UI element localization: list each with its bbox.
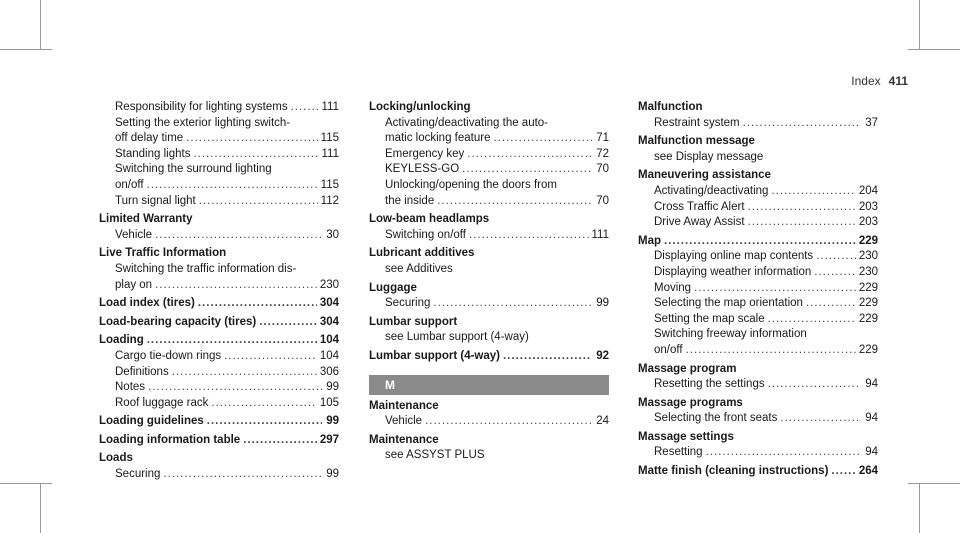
index-entry[interactable]	[638, 215, 878, 231]
dot-leader	[816, 249, 856, 265]
entry-label: matic locking feature	[385, 132, 491, 145]
dot-leader	[193, 147, 318, 163]
page-ref[interactable]: 111	[591, 228, 609, 241]
page-ref[interactable]: 229	[858, 234, 878, 247]
index-entry[interactable]	[638, 234, 878, 250]
entry-label: Loading information table	[99, 433, 241, 446]
index-entry[interactable]	[638, 377, 878, 393]
dot-leader	[780, 411, 861, 427]
index-heading: Malfunction message	[638, 135, 755, 148]
dot-leader	[493, 131, 592, 147]
page-ref[interactable]: 99	[326, 415, 339, 428]
index-entry[interactable]	[638, 281, 878, 297]
index-entry[interactable]	[369, 162, 609, 178]
page-number: 411	[888, 74, 908, 88]
page-ref[interactable]: 99	[326, 468, 339, 481]
entry-label: Moving	[654, 281, 692, 294]
index-subentry: Unlocking/opening the doors from	[385, 178, 557, 191]
page-ref[interactable]: 306	[319, 365, 339, 378]
page-ref[interactable]: 104	[319, 334, 339, 347]
entry-label: Securing	[115, 468, 161, 481]
entry-label: Securing	[385, 297, 431, 310]
index-subentry: Setting the exterior lighting switch-	[115, 116, 291, 129]
index-entry[interactable]	[638, 200, 878, 216]
page-ref[interactable]: 229	[858, 343, 878, 356]
page-ref[interactable]: 304	[319, 315, 339, 328]
letter-heading: M	[369, 375, 609, 395]
crop-mark	[40, 483, 41, 533]
index-entry[interactable]	[99, 228, 339, 244]
page-ref[interactable]: 70	[596, 163, 609, 176]
section-title: Index	[851, 74, 881, 88]
entry-label: Matte finish (cleaning instructions)	[638, 465, 829, 478]
dot-leader	[163, 467, 322, 483]
index-entry[interactable]	[369, 147, 609, 163]
entry-label: Resetting	[654, 446, 703, 459]
index-entry[interactable]	[369, 228, 609, 244]
dot-leader	[425, 414, 592, 430]
index-entry[interactable]	[99, 333, 339, 349]
entry-label: Notes	[115, 381, 146, 394]
index-entry[interactable]	[99, 100, 339, 116]
dot-leader	[147, 333, 317, 349]
entry-label: Load-bearing capacity (tires)	[99, 315, 257, 328]
crop-mark	[40, 0, 41, 50]
entry-label: Loading	[99, 334, 144, 347]
index-subentry: Activating/deactivating the auto-	[385, 116, 549, 129]
index-heading: Massage programs	[638, 396, 743, 409]
entry-label: Responsibility for lighting systems	[115, 101, 288, 113]
index-heading: Live Traffic Information	[99, 247, 227, 260]
entry-label: Setting the map scale	[654, 312, 765, 325]
dot-leader	[664, 234, 856, 250]
dot-leader	[259, 315, 317, 331]
page-ref[interactable]: 70	[596, 194, 609, 207]
entry-label: Resetting the settings	[654, 378, 765, 391]
index-heading: Maintenance	[369, 399, 439, 412]
index-entry[interactable]	[99, 414, 339, 430]
index-heading: Locking/unlocking	[369, 101, 471, 113]
index-heading: Massage program	[638, 362, 737, 375]
dot-leader	[462, 162, 592, 178]
entry-label: Definitions	[115, 365, 169, 378]
page-ref[interactable]: 229	[858, 312, 878, 325]
index-heading: Maintenance	[369, 433, 439, 446]
entry-label: Vehicle	[385, 415, 423, 428]
dot-leader	[437, 194, 592, 210]
dot-leader	[199, 194, 318, 210]
entry-label: Map	[638, 234, 661, 247]
dot-leader	[706, 445, 861, 461]
dot-leader	[155, 278, 317, 294]
dot-leader	[686, 343, 856, 359]
dot-leader	[748, 200, 856, 216]
page-ref[interactable]: 99	[326, 381, 339, 394]
entry-label: KEYLESS-GO	[385, 163, 460, 176]
entry-label: Load index (tires)	[99, 297, 195, 310]
entry-label: Loading guidelines	[99, 415, 204, 428]
index-entry[interactable]	[99, 315, 339, 331]
index-entry[interactable]	[99, 467, 339, 483]
index-entry[interactable]	[99, 131, 339, 147]
dot-leader	[147, 178, 318, 194]
page-ref[interactable]: 230	[858, 250, 878, 263]
page-ref[interactable]: 30	[326, 228, 339, 241]
index-entry[interactable]	[638, 464, 878, 480]
page-ref[interactable]: 111	[321, 101, 339, 113]
crop-mark	[919, 0, 920, 50]
page-ref[interactable]: 71	[596, 132, 609, 145]
dot-leader	[814, 265, 856, 281]
dot-leader	[503, 349, 592, 365]
crop-mark	[0, 483, 52, 484]
entry-label: Drive Away Assist	[654, 216, 745, 229]
index-entry[interactable]	[99, 380, 339, 396]
index-column-3	[638, 100, 878, 480]
crop-mark	[908, 49, 960, 50]
index-entry[interactable]	[99, 296, 339, 312]
page-ref[interactable]: 111	[321, 147, 339, 160]
dot-leader	[211, 396, 316, 412]
dot-leader	[243, 433, 317, 449]
entry-label: Cargo tie-down rings	[115, 349, 222, 362]
crop-mark	[919, 483, 920, 533]
dot-leader	[469, 228, 589, 244]
entry-label: Displaying weather information	[654, 265, 812, 278]
entry-label: Roof luggage rack	[115, 396, 209, 409]
index-entry[interactable]	[638, 343, 878, 359]
index-heading: Loads	[99, 452, 133, 465]
entry-label: Selecting the map orientation	[654, 297, 803, 310]
page-ref[interactable]: 104	[319, 349, 339, 362]
entry-label: Restraint system	[654, 116, 740, 129]
index-heading: Massage settings	[638, 430, 734, 443]
page-ref[interactable]: 230	[858, 265, 878, 278]
index-entry[interactable]	[638, 411, 878, 427]
index-subentry: Switching the traffic information dis-	[115, 262, 297, 275]
page-ref[interactable]: 99	[596, 297, 609, 310]
dot-leader	[207, 414, 322, 430]
index-subentry: Switching freeway information	[654, 328, 807, 341]
entry-label: off delay time	[115, 132, 184, 145]
page-ref[interactable]: 229	[858, 281, 878, 294]
page-ref[interactable]: 229	[858, 297, 878, 310]
page-header	[851, 74, 908, 88]
entry-label: Activating/deactivating	[654, 184, 769, 197]
page-ref[interactable]: 204	[858, 184, 878, 197]
index-entry[interactable]	[369, 194, 609, 210]
index-heading: Low-beam headlamps	[369, 213, 490, 226]
index-subentry: Switching the surround lighting	[115, 163, 272, 176]
index-subentry: see ASSYST PLUS	[385, 449, 485, 462]
page-ref[interactable]: 115	[320, 132, 339, 145]
entry-label: Displaying online map contents	[654, 250, 814, 263]
page-ref[interactable]: 94	[865, 412, 878, 425]
index-entry[interactable]	[99, 278, 339, 294]
dot-leader	[186, 131, 317, 147]
dot-leader	[148, 380, 322, 396]
crop-mark	[908, 483, 960, 484]
index-subentry: see Lumbar support (4-way)	[385, 331, 529, 344]
index-entry[interactable]	[99, 194, 339, 210]
index-entry[interactable]	[638, 265, 878, 281]
index-entry[interactable]	[369, 131, 609, 147]
entry-label: Emergency key	[385, 147, 465, 160]
index-entry[interactable]	[99, 433, 339, 449]
index-heading: Lubricant additives	[369, 247, 475, 260]
page-ref[interactable]: 105	[319, 396, 339, 409]
dot-leader	[467, 147, 592, 163]
entry-label: Vehicle	[115, 228, 153, 241]
dot-leader	[748, 215, 856, 231]
page-ref[interactable]: 94	[865, 446, 878, 459]
index-entry[interactable]	[638, 445, 878, 461]
index-heading: Malfunction	[638, 101, 703, 113]
page-ref[interactable]: 264	[858, 465, 878, 478]
page-ref[interactable]: 92	[596, 349, 609, 362]
page-ref[interactable]: 37	[865, 116, 878, 129]
crop-mark	[0, 49, 52, 50]
index-subentry: see Display message	[654, 150, 764, 163]
page-ref[interactable]: 203	[858, 200, 878, 213]
index-heading: Lumbar support	[369, 315, 458, 328]
page-ref[interactable]: 297	[319, 433, 339, 446]
index-entry[interactable]	[638, 116, 878, 132]
dot-leader	[743, 116, 861, 132]
entry-label: play on	[115, 278, 153, 291]
index-column-1	[99, 100, 339, 483]
index-subentry: see Additives	[385, 262, 453, 275]
dot-leader	[831, 464, 855, 480]
entry-label: on/off	[654, 343, 683, 356]
entry-label: Switching on/off	[385, 228, 466, 241]
page-ref[interactable]: 115	[320, 178, 339, 191]
index-heading: Luggage	[369, 281, 417, 294]
index-entry[interactable]	[369, 349, 609, 365]
dot-leader	[806, 296, 856, 312]
dot-leader	[768, 312, 856, 328]
index-entry[interactable]	[638, 296, 878, 312]
index-heading: Limited Warranty	[99, 213, 193, 226]
index-column-2	[369, 100, 609, 464]
index-entry[interactable]	[99, 349, 339, 365]
index-entry[interactable]	[99, 147, 339, 163]
index-entry[interactable]	[638, 312, 878, 328]
page-ref[interactable]: 304	[319, 297, 339, 310]
page-ref[interactable]: 230	[319, 278, 339, 291]
dot-leader	[433, 296, 592, 312]
index-entry[interactable]	[369, 296, 609, 312]
dot-leader	[172, 365, 317, 381]
entry-label: on/off	[115, 178, 144, 191]
index-entry[interactable]	[99, 396, 339, 412]
index-entry[interactable]	[638, 249, 878, 265]
dot-leader	[224, 349, 317, 365]
page-ref[interactable]: 203	[858, 216, 878, 229]
entry-label: Lumbar support (4-way)	[369, 349, 500, 362]
dot-leader	[771, 184, 855, 200]
entry-label: Selecting the front seats	[654, 412, 778, 425]
dot-leader	[768, 377, 861, 393]
dot-leader	[155, 228, 322, 244]
page-ref[interactable]: 24	[596, 415, 609, 428]
page-ref[interactable]: 112	[320, 194, 339, 207]
dot-leader	[198, 296, 317, 312]
index-entry[interactable]	[99, 178, 339, 194]
page-ref[interactable]: 94	[865, 378, 878, 391]
entry-label: Turn signal light	[115, 194, 196, 207]
dot-leader	[291, 100, 319, 116]
dot-leader	[694, 281, 856, 297]
entry-label: Standing lights	[115, 147, 191, 160]
index-entry[interactable]	[638, 184, 878, 200]
entry-label: the inside	[385, 194, 435, 207]
page-ref[interactable]: 72	[596, 147, 609, 160]
index-heading: Maneuvering assistance	[638, 169, 771, 182]
entry-label: Cross Traffic Alert	[654, 200, 745, 213]
index-entry[interactable]	[369, 414, 609, 430]
index-entry[interactable]	[99, 365, 339, 381]
